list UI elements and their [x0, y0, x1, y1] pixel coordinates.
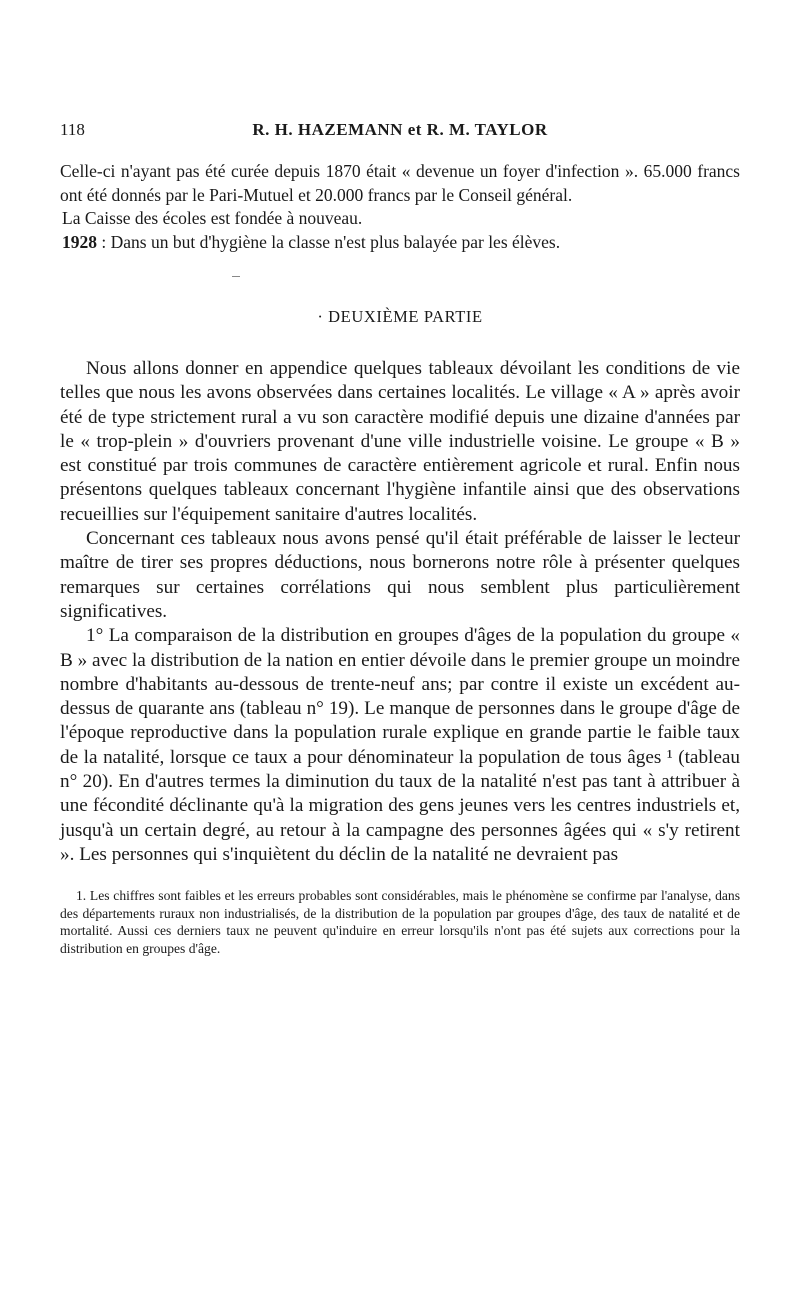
section-divider [232, 276, 240, 277]
intro-paragraph: Celle-ci n'ayant pas été curée depuis 1870 était « devenue un foyer d'infection ». 65.000 francs ont été donnés par le Pari-Mutuel et 20.000 francs par le Conseil général. [60, 161, 740, 205]
footnote: 1. Les chiffres sont faibles et les erreurs probables sont considérables, mais le phénomène se confirme par l'analyse, dans des départements ruraux non industrialisés, de la distribution de la population par groupes d'âge, des taux de natalité et de mortalité. Aussi ces derniers taux ne peuvent qu'induire en erreur lorsqu'ils n'ont pas été sujets aux corrections pour la distribution en groupes d'âge. [60, 888, 740, 956]
body-paragraph: Nous allons donner en appendice quelques tableaux dévoilant les conditions de vie telles que nous les avons observées dans certaines localités. Le village « A » après avoir été de type strictement rural a vu son caractère modifié depuis une dizaine d'années par le « trop-plein » d'ouvriers provenant d'une ville industrielle voisine. Le groupe « B » est constitué par trois communes de caractère entièrement agricole et rural. Enfin nous présentons quelques tableaux concernant l'hygiène infantile ainsi que des observations recueillies sur l'équipement sanitaire d'autres localités. [60, 358, 740, 525]
body-paragraph: Concernant ces tableaux nous avons pensé qu'il était préférable de laisser le lecteur maître de tirer ses propres déductions, nous bornerons notre rôle à présenter quelques remarques sur certaines corrélations qui nous semblent plus particulièrement significatives. [60, 528, 740, 622]
body-text [60, 357, 740, 867]
year-label: 1928 [62, 231, 97, 252]
intro-text [60, 160, 740, 254]
footnotes [60, 887, 740, 957]
intro-paragraph: La Caisse des écoles est fondée à nouveau. [62, 208, 363, 228]
intro-paragraph-1928 [60, 231, 740, 255]
page-number: 118 [60, 120, 85, 139]
book-page [60, 112, 740, 957]
part-heading: · DEUXIÈME PARTIE [317, 307, 483, 326]
intro-paragraph-text: : Dans un but d'hygiène la classe n'est plus balayée par les élèves. [97, 231, 561, 252]
body-paragraph: 1° La comparaison de la distribution en groupes d'âges de la population du groupe « B » avec la distribution de la nation en entier dévoile dans le premier groupe un moindre nombre d'habitants au-dessous de trente-neuf ans; par contre il existe un excédent au-dessus de quarante ans (tableau n° 19). Le manque de personnes dans le groupe d'âge de l'époque reproductive dans la population rurale explique en grande partie le faible taux de la natalité, lorsque ce taux a pour dénominateur la population de tous âges ¹ (tableau n° 20). En d'autres termes la diminution du taux de la natalité n'est pas tant à attribuer à une fécondité déclinante qu'à la migration des gens jeunes vers les centres industriels et, jusqu'à un certain degré, au retour à la campagne des personnes âgées qui « s'y retirent ». Les personnes qui s'inquiètent du déclin de la natalité ne devraient pas [60, 625, 740, 865]
running-head-authors: R. H. HAZEMANN et R. M. TAYLOR [252, 120, 548, 139]
running-head [60, 112, 740, 142]
